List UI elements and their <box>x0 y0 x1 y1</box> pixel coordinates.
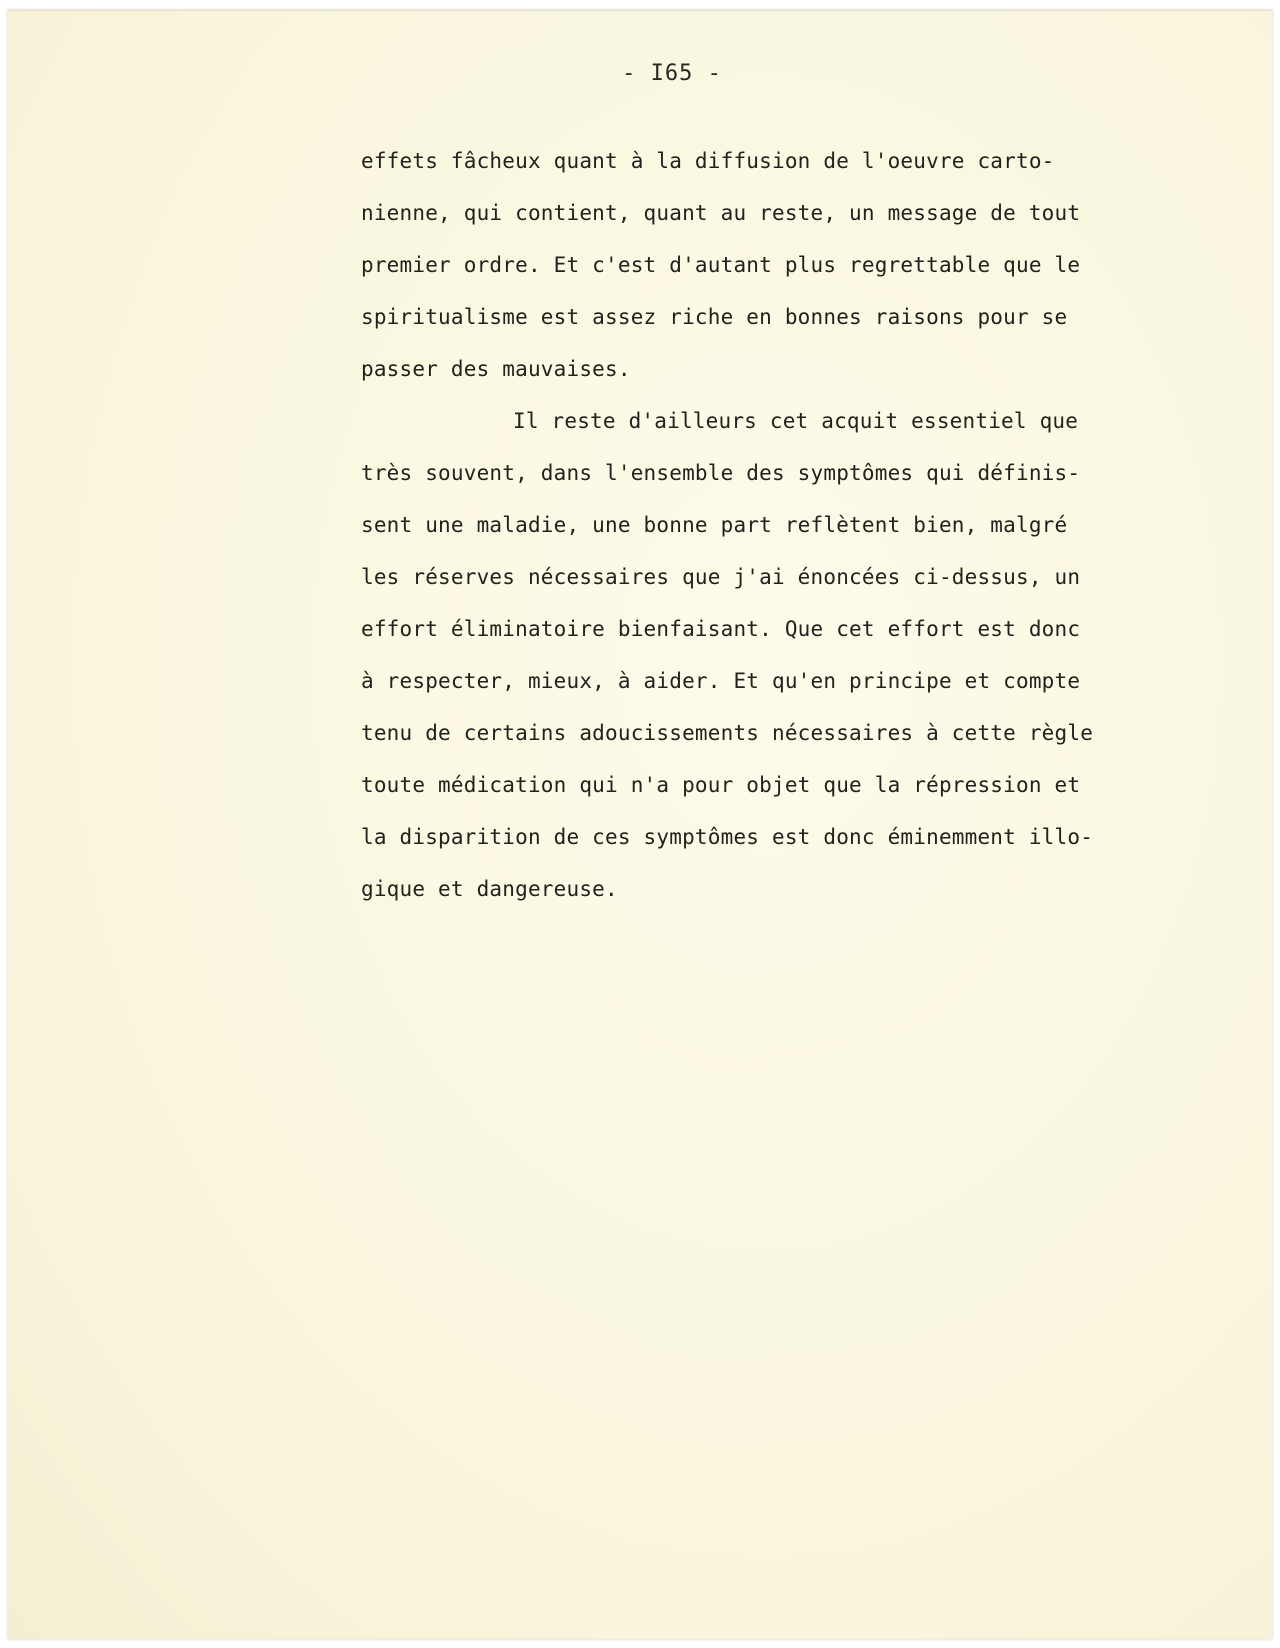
text-line: gique et dangereuse. <box>361 877 618 901</box>
text-line: passer des mauvaises. <box>361 357 631 381</box>
paragraph-first-line: Il reste d'ailleurs cet acquit essentiel que <box>513 409 1079 433</box>
text-line: nienne, qui contient, quant au reste, un message de tout <box>361 201 1081 225</box>
text-line: les réserves nécessaires que j'ai énoncées ci-dessus, un <box>361 565 1081 589</box>
text-line: effets fâcheux quant à la diffusion de l'oeuvre carto- <box>361 149 1055 173</box>
text-line: très souvent, dans l'ensemble des symptômes qui définis- <box>361 461 1081 485</box>
page-number: - I65 - <box>622 61 722 86</box>
text-line: tenu de certains adoucissements nécessaires à cette règle <box>361 721 1094 745</box>
text-line: premier ordre. Et c'est d'autant plus regrettable que le <box>361 253 1081 277</box>
text-line: la disparition de ces symptômes est donc éminemment illo- <box>361 825 1094 849</box>
text-line: spiritualisme est assez riche en bonnes raisons pour se <box>361 305 1068 329</box>
text-line: à respecter, mieux, à aider. Et qu'en principe et compte <box>361 669 1081 693</box>
text-line: toute médication qui n'a pour objet que la répression et <box>361 773 1081 797</box>
body-text <box>361 135 1221 915</box>
text-line: effort éliminatoire bienfaisant. Que cet effort est donc <box>361 617 1081 641</box>
typewritten-page <box>8 10 1272 1639</box>
text-line: sent une maladie, une bonne part reflètent bien, malgré <box>361 513 1068 537</box>
